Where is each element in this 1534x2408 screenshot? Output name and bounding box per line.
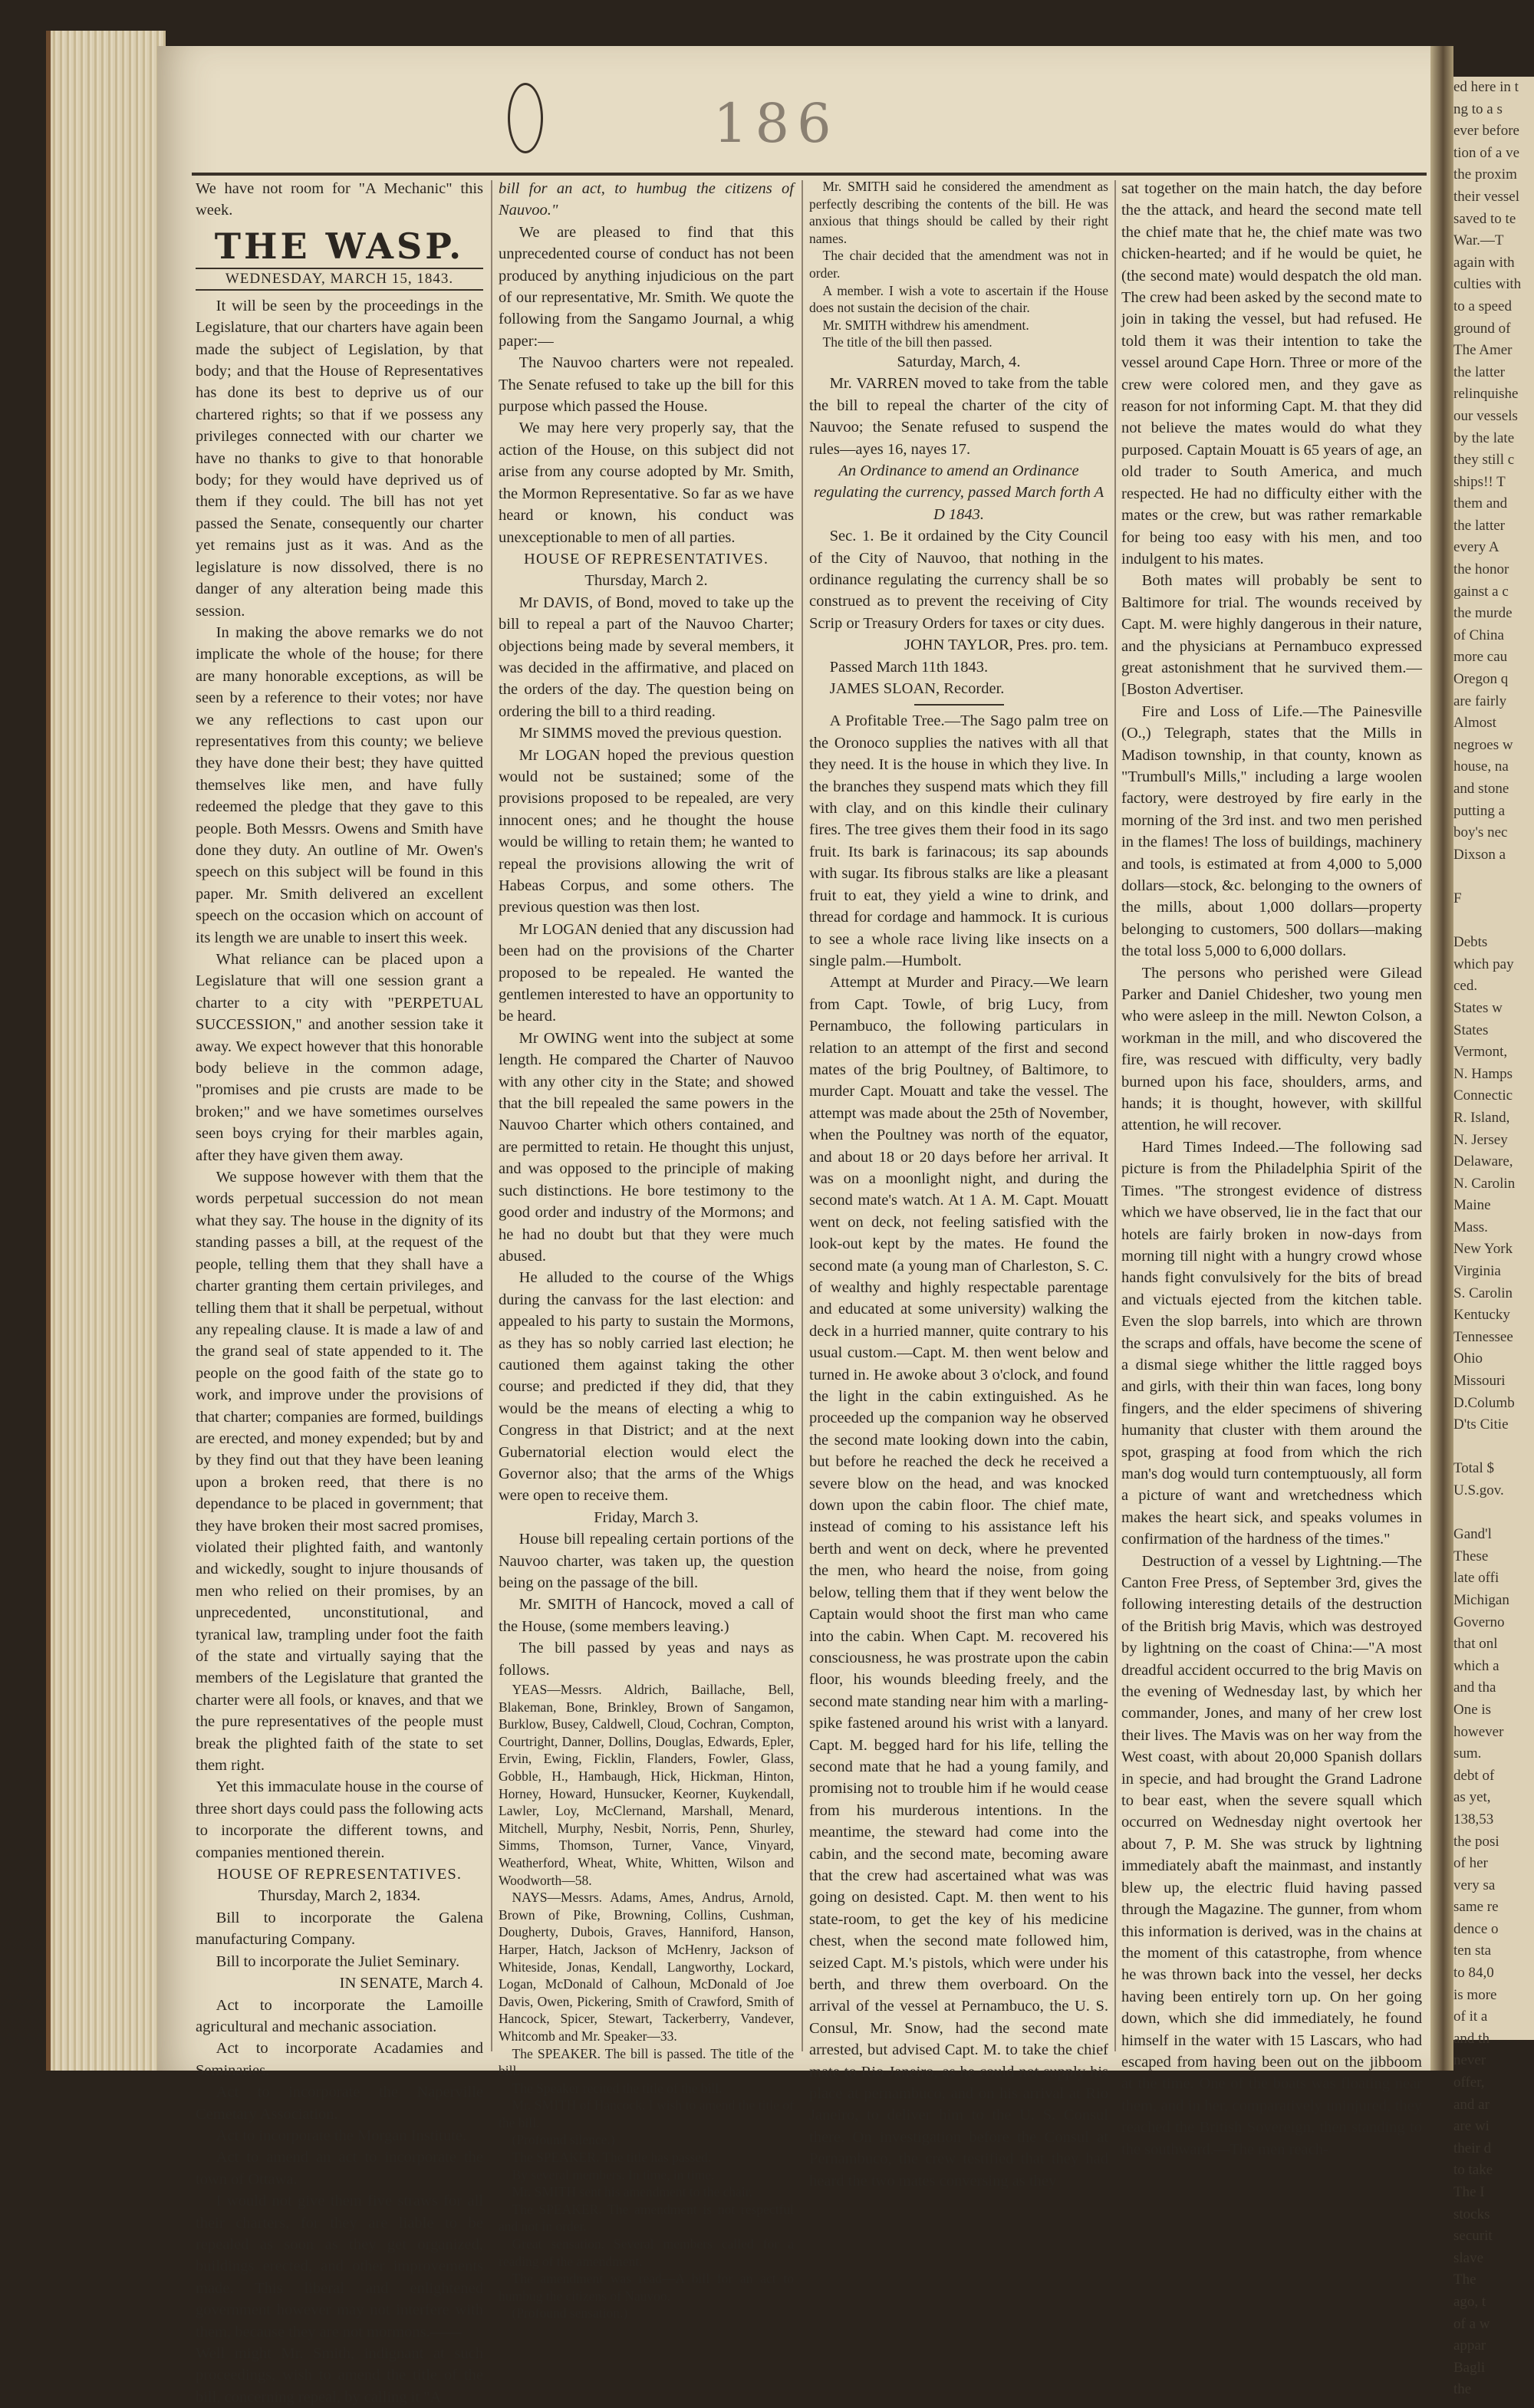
article-paragraph: The SPEAKER. The title has passed. bbox=[512, 2150, 712, 2166]
article-paragraph: (Profound silence.) bbox=[512, 2132, 615, 2148]
facing-page-line: of a w bbox=[1453, 2315, 1490, 2332]
article-paragraph: Act to incorporate Acadamies and Seminaries. bbox=[196, 2040, 483, 2079]
facing-page-line: F bbox=[1453, 890, 1462, 906]
facing-page-line: The Amer bbox=[1453, 342, 1513, 359]
masthead-title: THE WASP. bbox=[214, 225, 465, 267]
facing-page-line: ten sta bbox=[1453, 1943, 1492, 1959]
facing-page-line: as yet, bbox=[1453, 1789, 1491, 1806]
facing-page-line: Debts bbox=[1453, 934, 1488, 951]
facing-page-line bbox=[1453, 866, 1534, 888]
handwritten-folio bbox=[491, 69, 951, 161]
facing-page-line: of it a bbox=[1453, 2008, 1488, 2025]
article-paragraph: The SPEAKER. The amendment is not respectful and not in order. bbox=[499, 2201, 794, 2235]
facing-page-line: appar bbox=[1453, 2337, 1486, 2354]
facing-page-line: stocks bbox=[1453, 2206, 1490, 2222]
article-paragraph: Mr. SMITH of Hancock, moved a call of the House, (some members leaving.) bbox=[499, 1596, 794, 1635]
facing-page-line: ground of bbox=[1453, 320, 1511, 337]
article-paragraph: Friday, March 3. bbox=[594, 1508, 699, 1526]
facing-page-line: Governo bbox=[1453, 1614, 1505, 1630]
article-paragraph: An Ordinance to amend an Ordinance regulating the currency, passed March forth A D 1843. bbox=[813, 462, 1104, 523]
facing-page-line: and th bbox=[1453, 2030, 1490, 2047]
facing-page-fragment bbox=[1453, 77, 1534, 2398]
column-rule bbox=[802, 180, 803, 2051]
facing-page-line: ced. bbox=[1453, 978, 1478, 995]
facing-page-line: N. Carolin bbox=[1453, 1175, 1516, 1192]
article-paragraph: Bill to incorporate the Galena manufacturing Company. bbox=[196, 1909, 483, 1949]
article-paragraph: Mr. SMITH sent his amendment to the chair. bbox=[512, 2184, 752, 2200]
facing-page-line: the proxim bbox=[1453, 166, 1517, 183]
column-2 bbox=[499, 178, 794, 2321]
facing-page-line: house, na bbox=[1453, 758, 1509, 775]
article-paragraph: The bill passed by yeas and nays as follows. bbox=[499, 1640, 794, 1679]
article-paragraph: Attempt at Murder and Piracy.—We learn from Capt. Towle, of brig Lucy, from Pernambuco, the following particulars in relation to an attempt of the first and second mates of the brig Poultney, of Baltimore, to murder Capt. Mouatt and take the vessel. The attempt was made about the 25th of November, when the Poultney was north of the equator, and about 18 or 20 days before her arrival. It was on a moonlight night, and during the second mate's watch. At 1 A. M. Capt. Mouatt went on deck, not feeling satisfied with the look-out kept by the mates. He found the second mate (a young man of Charleston, S. C. of wealthy and highly respectable parentage and educated at some university) walking the deck in a hurried manner, quite contrary to his usual custom.—Capt. M. then went below and turned in. He awoke about 3 o'clock, and found the light in the cabin extinguished. As he proceeded up the companion way he observed the second mate looking down into the cabin, but before he reached the deck he received a severe blow on the head, and was knocked down upon the cabin floor. The chief mate, instead of coming to his assistance left his berth and went on deck, where he prevented the men, who heard the noise, from going below, telling them that if they went below the Captain would shoot the first man who came into the cabin. When Capt. M. recovered his consciousness, he was prostrate upon the cabin floor, his wounds bleeding freely, and the second mate standing near him with a marling-spike fastened around his wrist with a lanyard. Capt. M. begged hard for his life, telling the second mate that he had a young family, and promising not to trouble him if he would cease from his murderous intentions. In the meantime, the steward had come into the cabin, and the second mate, becoming aware that the crew had ascertained what was was going on desisted. Capt. M. then went to his state-room, to get the key of his medicine chest, when the second mate followed him, seized Capt. M.'s pistols, which were under his berth, and threw them overboard. On the arrival of the vessel at Pernambuco, the U. S. Consul, Mr. Snow, had the second mate arrested, but advised Capt. M. to take the chief mate to Rio Janeiro, as he could not supply his place at pernambuco, and on his arrival at Rio Janeiro, to deliver him to the U. S. Consul there. On investigation before the Consul at Pernambuco, the crew testified that they had heard the two mates conversing as they bbox=[809, 974, 1108, 2189]
column-rule bbox=[1114, 180, 1116, 2051]
facing-page-line: culties with bbox=[1453, 276, 1522, 293]
article-paragraph: Act to incorporate the Naperville Cemetary Association. bbox=[196, 2084, 483, 2123]
article-paragraph: (Profound sensation.) bbox=[512, 2305, 628, 2321]
article-paragraph: House bill repealing certain portions of the Nauvoo charter, was taken up, the question being on the passage of the bill. bbox=[499, 1531, 794, 1591]
facing-page-line: U.S.gov. bbox=[1453, 1482, 1504, 1498]
facing-page-line: Michigan bbox=[1453, 1591, 1509, 1608]
top-rule bbox=[192, 173, 1427, 176]
article-paragraph: Mr SIMMS moved the previous question. bbox=[518, 725, 782, 742]
facing-page-line: 138,53 bbox=[1453, 1811, 1494, 1827]
facing-page-line: ed here in t bbox=[1453, 79, 1519, 95]
article-paragraph: We suppose however with them that the words perpetual succession do not mean what they say. The house in the dignity of its standing passes a bill, at the request of the people, telling them that they shall have a charter granting them certain privileges, and telling them that it shall be perpetual, without any repealing clause. It is made a law of and the grand seal of state appended to it. The people on the good faith of the state go to work, and improve under the provisions of that charter; companies are formed, buildings are erected, and money expended; but by and by they find out that they have been leaning upon a broken reed, that there is no dependance to be placed in government; that they have broken their most sacred promises, violated their plighted faith, and wantonly and wickedly, sought to injure thousands of men who relied on their promises, by an unprecedented, unconstitutional, and tyranical law, trampling under foot the faith of the state and virtually saying that the members of the Legislature that granted the charter were all fools, or knaves, and that we the pure representatives of the people must break the plighted faith of the state to set them right. bbox=[196, 1169, 483, 1775]
facing-page-line: War.—T bbox=[1453, 232, 1504, 249]
facing-page-line: and tha bbox=[1453, 1679, 1496, 1696]
article-paragraph: We have not room for "A Mechanic" this week. bbox=[196, 180, 483, 219]
article-paragraph: Both mates will probably be sent to Baltimore for trial. The wounds received by Capt. M. were highly dangerous in their nature, and the physicians at Pernambuco expressed great astonishment that he survived them.—[Boston Advertiser. bbox=[1121, 572, 1422, 699]
facing-page-line: never bbox=[1453, 2052, 1486, 2069]
article-paragraph: We may here very properly say, that the action of the House, on this subject did not arise from any course adopted by Mr. Smith, the Mormon Representative. So far as we have heard or known, his conduct was unexceptionable to men of all parties. bbox=[499, 419, 794, 546]
article-paragraph: It will be seen by the proceedings in the Legislature, that our charters have again been made the subject of Legislation, by that body; and that the House of Representatives has done its best to deprive us of our chartered rights; so that if we possess any privileges connected with our charter we have no thanks to give to that honorable body; for they would have deprived us of them if they could. The bill has not yet passed the Senate, consequently our charter yet remains just as it was. And as the legislature is now dissolved, there is no danger of any alteration being made this session. bbox=[196, 297, 483, 620]
facing-page-line: Maine bbox=[1453, 1197, 1491, 1214]
facing-page-line bbox=[1453, 1436, 1534, 1459]
article-paragraph: The Nauvoo charters were not repealed. The Senate refused to take up the bill for this purpose which passed the House. bbox=[499, 354, 794, 416]
facing-page-line: Mass. bbox=[1453, 1219, 1488, 1235]
facing-page-line: are fairly bbox=[1453, 692, 1507, 709]
facing-page-line: very sa bbox=[1453, 1877, 1496, 1893]
article-paragraph: Passed March 11th 1843. bbox=[829, 658, 989, 676]
article-paragraph: By several members. In time, in time. bbox=[512, 2166, 715, 2183]
article-paragraph: YEAS—Messrs. Aldrich, Baillache, Bell, Blakeman, Bone, Brinkley, Brown of Sangamon, Burklow, Busey, Caldwell, Cloud, Cochran, Compton, Courtright, Danner, Dollins, Douglas, Edwards, Epler, Ervin, Ewing, Ficklin, Flanders, Fowler, Glass, Gobble, H., Hambaugh, Hick, Hickman, Hinton, Horney, Howard, Hunsucker, Keorner, Kuykendall, Lawler, Loy, McClernand, Marshall, Menard, Mitchell, Murphy, Nesbit, Norris, Penn, Shurley, Simms, Thomson, Turner, Vance, Vinyard, Weatherford, Wheat, White, Whitten, Wilson and Woodworth—58. bbox=[499, 1682, 794, 1888]
facing-page-line: R. Island, bbox=[1453, 1109, 1510, 1126]
facing-page-line: boy's nec bbox=[1453, 824, 1508, 841]
facing-page-line: their vessel bbox=[1453, 188, 1520, 205]
facing-page-line: the murde bbox=[1453, 605, 1513, 622]
article-paragraph: Mr OWING went into the subject at some length. He compared the Charter of Nauvoo with any other city in the State; and showed that the bill repealed the same powers in the Nauvoo Charter which others contained, and are permitted to retain. He thought this unjust, and was opposed to the principle of making such distinctions. He bore testimony to the good order and industry of the Mormons; and he had no doubt but that they were much abused. bbox=[499, 1029, 794, 1265]
facing-page-line: S. Carolin bbox=[1453, 1285, 1513, 1301]
facing-page-line: N. Hamps bbox=[1453, 1065, 1513, 1082]
article-paragraph: The chair decided that the amendment was not in order. bbox=[809, 248, 1108, 281]
facing-page-line: late offi bbox=[1453, 1570, 1499, 1587]
facing-page-line: States w bbox=[1453, 999, 1503, 1016]
article-paragraph: The Speaker recited the title of the bill. bbox=[512, 2080, 723, 2096]
article-paragraph: The SPEAKER. The bill is passed. The title of the bill. bbox=[499, 2045, 794, 2079]
facing-page-line: their d bbox=[1453, 2140, 1492, 2156]
facing-page-line: debt of bbox=[1453, 1767, 1495, 1784]
article-paragraph: NAYS—Messrs. Adams, Ames, Andrus, Arnold, Brown of Pike, Browning, Collins, Cushman, Dougherty, Dubois, Graves, Hanniford, Hanson, Harper, Hatch, Jackson of McHenry, Jackson of Whiteside, Jonas, Kendall, Langworthy, Lockard, Logan, McDonald of Calhoun, McDonald of Joe Davis, Owen, Pickering, Smith of Crawford, Smith of Hancock, Spicer, Stewart, Tackerberry, Vandever, Whitcomb and Mr. Speaker—33. bbox=[499, 1890, 794, 2044]
article-paragraph: Hard Times Indeed.—The following sad picture is from the Philadelphia Spirit of the Times. "The strongest evidence of distress which we have observed, lie in the fact that our hotels are fairly broken in now-days from morning till night with a hungry crowd whose hands fight convulsively for the bits of bread and victuals ejected from the kitchen table. Even the slop barrels, into which are thrown the scraps and offals, have become the scene of a dismal siege whither the little ragged boys and girls, with their thin wan faces, long bony fingers, and the elder specimens of shivering humanity that cluster with them around the spot, grasping at food from which the rich man's dog would turn contemptuously, all form a picture of want and wretchedness which makes the heart sick, and speaks volumes in confirmation of the hardness of the times." bbox=[1121, 1138, 1422, 1548]
facing-page-line: saved to te bbox=[1453, 210, 1516, 227]
article-paragraph: The persons who perished were Gilead Parker and Daniel Chidesher, two young men who were asleep in the mill. Newton Colson, a workman in the mill, and who discovered the fire, was rescued with difficulty, very badly burned upon his face, shoulders, arms, and hands; it is thought, however, with skillful attention, he will recover. bbox=[1121, 964, 1422, 1134]
article-paragraph: The amendment was read—A bill for an act to humbug the citizens of Nauvoo. bbox=[499, 2271, 794, 2304]
facing-page-line: to 84,0 bbox=[1453, 1965, 1494, 1982]
article-paragraph: Act to amend an act to incorporate the town of Ottawa. bbox=[196, 2149, 483, 2188]
section-rule bbox=[914, 704, 1004, 706]
article-paragraph: Yet this immaculate house in the course of three short days could pass the following acts to incorporate the different towns, and companies mentioned therein. bbox=[196, 1778, 483, 1861]
facing-page-line: of her bbox=[1453, 1855, 1488, 1872]
article-paragraph: We are pleased to find that this unprecedented course of conduct has not been produced by anything injudicious on the part of our representative, Mr. Smith. We quote the following from the Sangamo Journal, a whig paper:— bbox=[499, 223, 794, 350]
article-paragraph: Thursday, March 2. bbox=[584, 572, 708, 590]
book-gutter bbox=[1430, 46, 1453, 2071]
facing-page-line: every A bbox=[1453, 539, 1499, 556]
facing-page-line: securit bbox=[1453, 2228, 1493, 2245]
article-paragraph: Fire and Loss of Life.—The Painesville (O.,) Telegraph, states that the Mills in Madison township, in that county, known as "Trumbull's Mills," including a large woolen factory, were destroyed by fire early in the morning of the 3rd inst. and two men perished in the flames! The loss of buildings, machinery and tools, is estimated at from 4,000 to 5,000 dollars—stock, &c. belonging to the owners of the mills, about 1,000 dollars—property belonging to customers, 500 dollars—making the total loss 5,000 to 6,000 dollars. bbox=[1121, 702, 1422, 960]
facing-page-line: Gand'l bbox=[1453, 1526, 1492, 1543]
facing-page-line: however bbox=[1453, 1723, 1504, 1740]
facing-page-line: Almost bbox=[1453, 715, 1496, 732]
facing-page-line: are wi bbox=[1453, 2118, 1490, 2135]
column-rule bbox=[491, 180, 492, 2051]
article-paragraph: Act to incorporate the Morgan Institute. bbox=[216, 2127, 467, 2144]
article-paragraph: A member. I wish a vote to ascertain if the House does not sustain the decision of the chair. bbox=[809, 282, 1108, 316]
article-paragraph: Mr LOGAN denied that any discussion had been had on the provisions of the Charter proposed to be repealed. He wanted the gentlemen interested to have an opportunity to be heard. bbox=[499, 920, 794, 1025]
facing-page-line: putting a bbox=[1453, 802, 1506, 819]
facing-page-line: and stone bbox=[1453, 781, 1509, 797]
article-paragraph: Bill to incorporate the Juliet Seminary. bbox=[216, 1952, 460, 1970]
article-paragraph: IN SENATE, March 4. bbox=[339, 1975, 483, 1992]
article-paragraph: Mr. SMITH withdrew his amendment. bbox=[822, 317, 1029, 333]
facing-page-line: One is bbox=[1453, 1701, 1492, 1718]
article-paragraph: Act to incorporate the Lamoille agricultural and mechanic association. bbox=[196, 1996, 483, 2035]
facing-page-line: The bbox=[1453, 2271, 1476, 2288]
article-paragraph: Destruction of a vessel by Lightning.—The Canton Free Press, of September 3rd, gives the following interesting details of the destruction of the British brig Mavis, which was destroyed by lightning on the coast of China:—"A most dreadful accident occurred to the brig Mavis on the evening of Wednesday last, by which her commander, Jones, and many of her crew lost their lives. The Mavis was on her way from the West coast, with about 20,000 Spanish dollars in specie, and had brought the Grand Ladrone to bear east, when the severe squall which occurred on Wednesday night overtook her about 7, P. M. She was struck by lightning immediately abaft the mainmast, and instantly blew up, the electric fluid having passed through the Magazine. The gunner, from whom this information is derived, was in the chains at the moment of this catastrophe, from whence he was thrown back into the vessel, her decks having been entirely torn up. On her going down, which she did immediately, he found himself in the water with 15 Lascars, who had escaped from having been out on the jibboom at the time. One of the boats was floating near them, and in her, comparatively uninjured, they reached the British Sovereign, then standing to the southward.—The men reach- bbox=[1121, 1552, 1422, 2158]
facing-page-line: slave bbox=[1453, 2249, 1484, 2266]
facing-page-line: that onl bbox=[1453, 1636, 1498, 1653]
facing-page-line: ships!! T bbox=[1453, 473, 1506, 490]
facing-page-line: offer, bbox=[1453, 2074, 1485, 2091]
facing-page-line: is more bbox=[1453, 1986, 1497, 2003]
column-1 bbox=[196, 178, 483, 2406]
facing-page-line: negroes w bbox=[1453, 736, 1513, 753]
facing-page-line: which pay bbox=[1453, 956, 1514, 972]
facing-page-line: ago, t bbox=[1453, 2293, 1486, 2310]
article-paragraph: What reliance can be placed upon a Legislature that will one session grant a charter to a city with "PERPETUAL SUCCESSION," and another session take it away. We expect however that this honorable body believe in the common adage, "promises and pie crusts are made to be broken;" and we have sometimes ourselves seen boys crying for their marbles again, after they have given them away. bbox=[196, 951, 483, 1164]
article-paragraph: The title of the bill then passed. bbox=[822, 334, 992, 350]
facing-page-line: ng to a s bbox=[1453, 100, 1503, 117]
facing-page-line: ever before bbox=[1453, 123, 1519, 140]
article-paragraph: bill for an act, to humbug the citizens of Nauvoo." bbox=[499, 180, 794, 219]
facing-page-line: more cau bbox=[1453, 649, 1508, 666]
column-4 bbox=[1121, 178, 1422, 2158]
facing-page-line: Kentucky bbox=[1453, 1307, 1510, 1324]
facing-page-line: D.Columb bbox=[1453, 1394, 1515, 1411]
facing-page-line: which a bbox=[1453, 1657, 1499, 1674]
article-paragraph: A Profitable Tree.—The Sago palm tree on the Oronoco supplies the natives with all that they need. It is the house in which they live. In the branches they suspend mats which they fill with clay, and on this kindle their culinary fires. The tree gives them their food in its sago fruit. Its bark is farinacous; its sap abounds with sugar. Its fibrous stalks are like a pleasant fruit to eat, they yield a wine to drink, and thread for cordage and hammock. It is curious to see a whole race living like insects on a single palm.—Humbolt. bbox=[809, 712, 1108, 969]
facing-page-line: the latter bbox=[1453, 517, 1505, 534]
facing-page-line: Total $ bbox=[1453, 1460, 1495, 1477]
article-paragraph: sat together on the main hatch, the day before the the attack, and heard the second mate tell the chief mate that he, the chief mate was two chicken-hearted; and if he would be quiet, he (the second mate) would despatch the old man. The crew had been asked by the second mate to join in taking the vessel, but had refused. He told them it was their intention to take the vessel around Cape Horn. Three or more of the crew were colored men, and they gave as reason for not informing Capt. M. that they did not believe the mates would do what they purposed. Captain Mouatt is 65 years of age, an old trader to South America, and much respected. He had no difficulty either with the mates or the crew, but was rather remarkable for being too easy with his men, and too indulgent to his mates. bbox=[1121, 180, 1422, 567]
facing-page-line: our vessels bbox=[1453, 407, 1518, 424]
facing-page-line: same re bbox=[1453, 1899, 1499, 1916]
article-paragraph: In making the above remarks we do not implicate the whole of the house; for there are many honorable exceptions, as will be seen by a reference to their votes; nor have we any reflections to cast upon our representatives from this county; we believe they have done their best; they have quitted themselves like men, and have fully redeemed the pledge that they gave to this people. Both Messrs. Owens and Smith have done they duty. An outline of Mr. Owen's speech on this subject will be found in this paper. Mr. Smith delivered an excellent speech on the occasion which on account of its length we are unable to insert this week. bbox=[196, 623, 483, 946]
facing-page-line: Vermont, bbox=[1453, 1044, 1508, 1061]
facing-page-line: Oregon q bbox=[1453, 671, 1509, 688]
article-paragraph: Mr LOGAN hoped the previous question would not be sustained; some of the provisions proposed to be repealed, are very innocent ones; and he thought the house would be willing to retain them; he wanted to repeal the provisions allowing the writ of Habeas Corpus, and some others. The previous question was then lost. bbox=[499, 746, 794, 916]
facing-page-line: to a speed bbox=[1453, 298, 1512, 314]
facing-page-line: the posi bbox=[1453, 1833, 1499, 1850]
facing-page-line: The I bbox=[1453, 2184, 1485, 2200]
facing-page-line: Virginia bbox=[1453, 1263, 1501, 1280]
facing-page-line: of China bbox=[1453, 627, 1504, 643]
article-paragraph: Well might Mr. Smith, indignant at such proceedings, wish to amend the title of the bill, concerning repeal, by calling it "A bbox=[196, 2345, 483, 2406]
article-paragraph: Mr. SMITH of Hancock. I wish to amend the title of the bill. bbox=[499, 2097, 794, 2130]
facing-page-line: N. Jersey bbox=[1453, 1131, 1508, 1148]
article-paragraph: JOHN TAYLOR, Pres. pro. tem. bbox=[904, 637, 1108, 654]
article-paragraph: Great sensation. Several members called for a reading of the amendment. bbox=[499, 2236, 794, 2269]
facing-page-line: Connectic bbox=[1453, 1087, 1513, 1104]
article-paragraph: Saturday, March, 4. bbox=[897, 353, 1021, 370]
column-3 bbox=[809, 178, 1108, 2189]
facing-page-line: again with bbox=[1453, 254, 1515, 271]
article-paragraph: Thursday, March 2, 1834. bbox=[258, 1887, 421, 1905]
facing-page-line: D'ts Citie bbox=[1453, 1416, 1509, 1433]
article-paragraph: Mr. SMITH said he considered the amendment as perfectly describing the contents of the bill. He was anxious that things should be called by their right names. bbox=[809, 179, 1108, 246]
facing-page-line: to take bbox=[1453, 2162, 1493, 2179]
facing-page-line: New York bbox=[1453, 1241, 1513, 1258]
facing-page-line: relinquishe bbox=[1453, 386, 1519, 403]
article-paragraph: Mr. VARREN moved to take from the table the bill to repeal the charter of the city of Nauvoo; the Senate refused to suspend the rules—ayes 16, nayes 17. bbox=[809, 375, 1108, 458]
facing-page-line: the latter bbox=[1453, 364, 1505, 380]
article-paragraph: HOUSE OF REPRESENTATIVES. bbox=[217, 1866, 462, 1883]
facing-page-line: Bagli bbox=[1453, 2359, 1486, 2376]
facing-page-line: Missouri bbox=[1453, 1373, 1506, 1390]
book-page-edges bbox=[46, 31, 166, 2071]
article-paragraph: JAMES SLOAN, Recorder. bbox=[829, 680, 1005, 698]
facing-page-line: and ar bbox=[1453, 2096, 1490, 2113]
facing-page-line: the honor bbox=[1453, 561, 1509, 578]
facing-page-line: These bbox=[1453, 1548, 1489, 1564]
facing-page-line: Dixson a bbox=[1453, 846, 1506, 863]
facing-page-line: Tennessee bbox=[1453, 1328, 1513, 1345]
handwritten-page-number: 186 bbox=[713, 92, 839, 155]
facing-page-line: they still c bbox=[1453, 452, 1515, 469]
facing-page-line: States bbox=[1453, 1021, 1489, 1038]
handwritten-circle-mark bbox=[508, 83, 543, 153]
article-paragraph: HOUSE OF REPRESENTATIVES. bbox=[524, 550, 769, 567]
facing-page-line: tion of a ve bbox=[1453, 144, 1520, 161]
facing-page-line: sum. bbox=[1453, 1745, 1482, 1762]
masthead-date: WEDNESDAY, MARCH 15, 1843. bbox=[196, 268, 483, 291]
facing-page-line: them and bbox=[1453, 495, 1508, 512]
facing-page-line: gainst a c bbox=[1453, 583, 1509, 600]
facing-page-line: Ohio bbox=[1453, 1350, 1483, 1367]
facing-page-line bbox=[1453, 1502, 1534, 1525]
facing-page-line: the bbox=[1453, 2381, 1472, 2398]
article-paragraph: I would not give them five straws for all their charters, for they are liable to be repealed as soon as they get organized, buildings erected, and other improvements made. This liberal and enlightened government however may not interfere with them, because they are not mormons.—— bbox=[196, 2193, 483, 2341]
article-paragraph: Sec. 1. Be it ordained by the City Council of the City of Nauvoo, that nothing in the ordinance regulating the currency shall be so construed as to prevent the receiving of City Scrip or Treasury Orders for taxes or city dues. bbox=[809, 528, 1108, 632]
facing-page-line bbox=[1453, 910, 1534, 933]
facing-page-line: dence o bbox=[1453, 1920, 1499, 1937]
facing-page-line: Delaware, bbox=[1453, 1153, 1513, 1170]
facing-page-line: by the late bbox=[1453, 429, 1515, 446]
article-paragraph: Mr DAVIS, of Bond, moved to take up the bill to repeal a part of the Nauvoo Charter; objections being made by several members, it was decided in the affirmative, and placed on the orders of the day. The question being on ordering the bill to a third reading. bbox=[499, 594, 794, 720]
article-paragraph: He alluded to the course of the Whigs during the canvass for the last election: and appealed to his party to sustain the Mormons, as they has so nobly carried last election; he cautioned them against taking the other course; and predicted if they did, that they would be the means of electing a whig to Congress in that District; and at the next Gubernatorial election would elect the Governor also; that the arms of the Whigs were open to receive them. bbox=[499, 1269, 794, 1505]
